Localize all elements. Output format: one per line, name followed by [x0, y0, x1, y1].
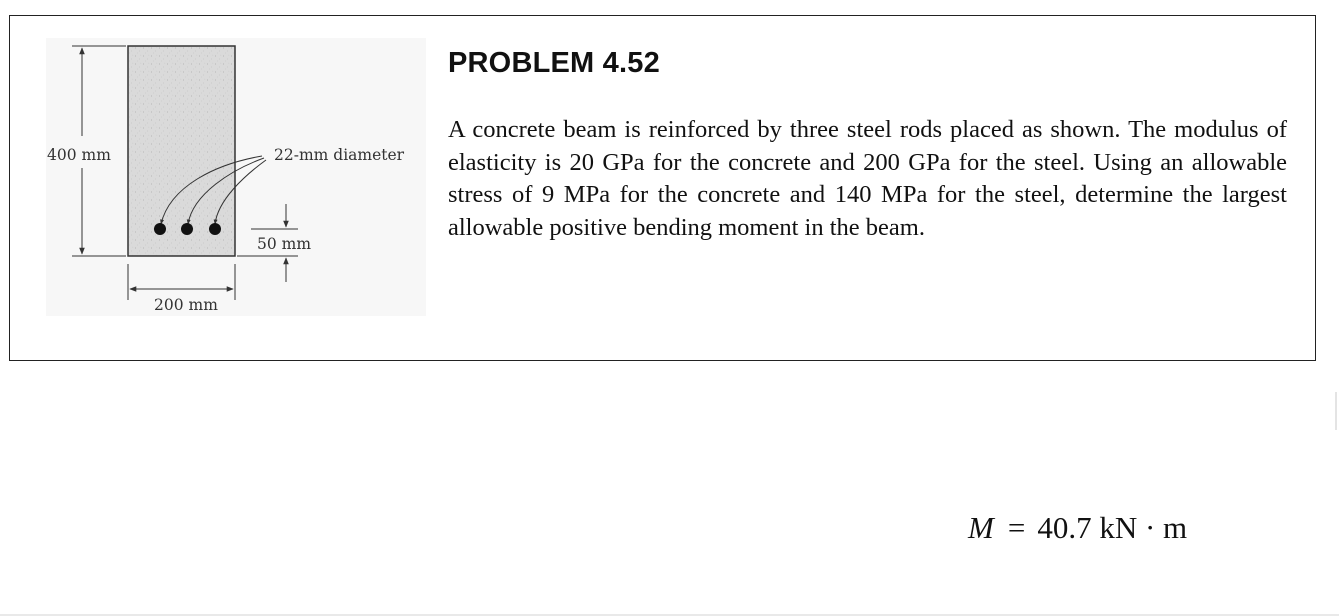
problem-box — [9, 15, 1316, 361]
height-label: 400 mm — [47, 146, 111, 164]
steel-rod — [154, 223, 166, 235]
problem-statement: A concrete beam is reinforced by three steel rods placed as shown. The modulus of elasticity is 20 GPa for the concrete and 200 GPa for the steel. Using an allowable stress of 9 MPa for the concrete and 140 MPa for the steel, determine the largest allowable positive bending moment in the beam. — [448, 116, 1287, 241]
answer-variable: M — [968, 510, 994, 545]
answer-equals: = — [1007, 510, 1026, 545]
answer — [968, 510, 1187, 546]
problem-title: PROBLEM 4.52 — [448, 47, 660, 79]
steel-rod — [181, 223, 193, 235]
scrollbar-hint[interactable] — [1335, 392, 1337, 430]
cover-label: 50 mm — [257, 235, 312, 253]
steel-rod — [209, 223, 221, 235]
answer-value: 40.7 kN · m — [1037, 510, 1188, 545]
figure-background — [46, 38, 426, 316]
rod-diameter-label: 22-mm diameter — [274, 146, 405, 164]
width-label: 200 mm — [154, 296, 218, 314]
beam-cross-section-figure — [46, 38, 426, 338]
